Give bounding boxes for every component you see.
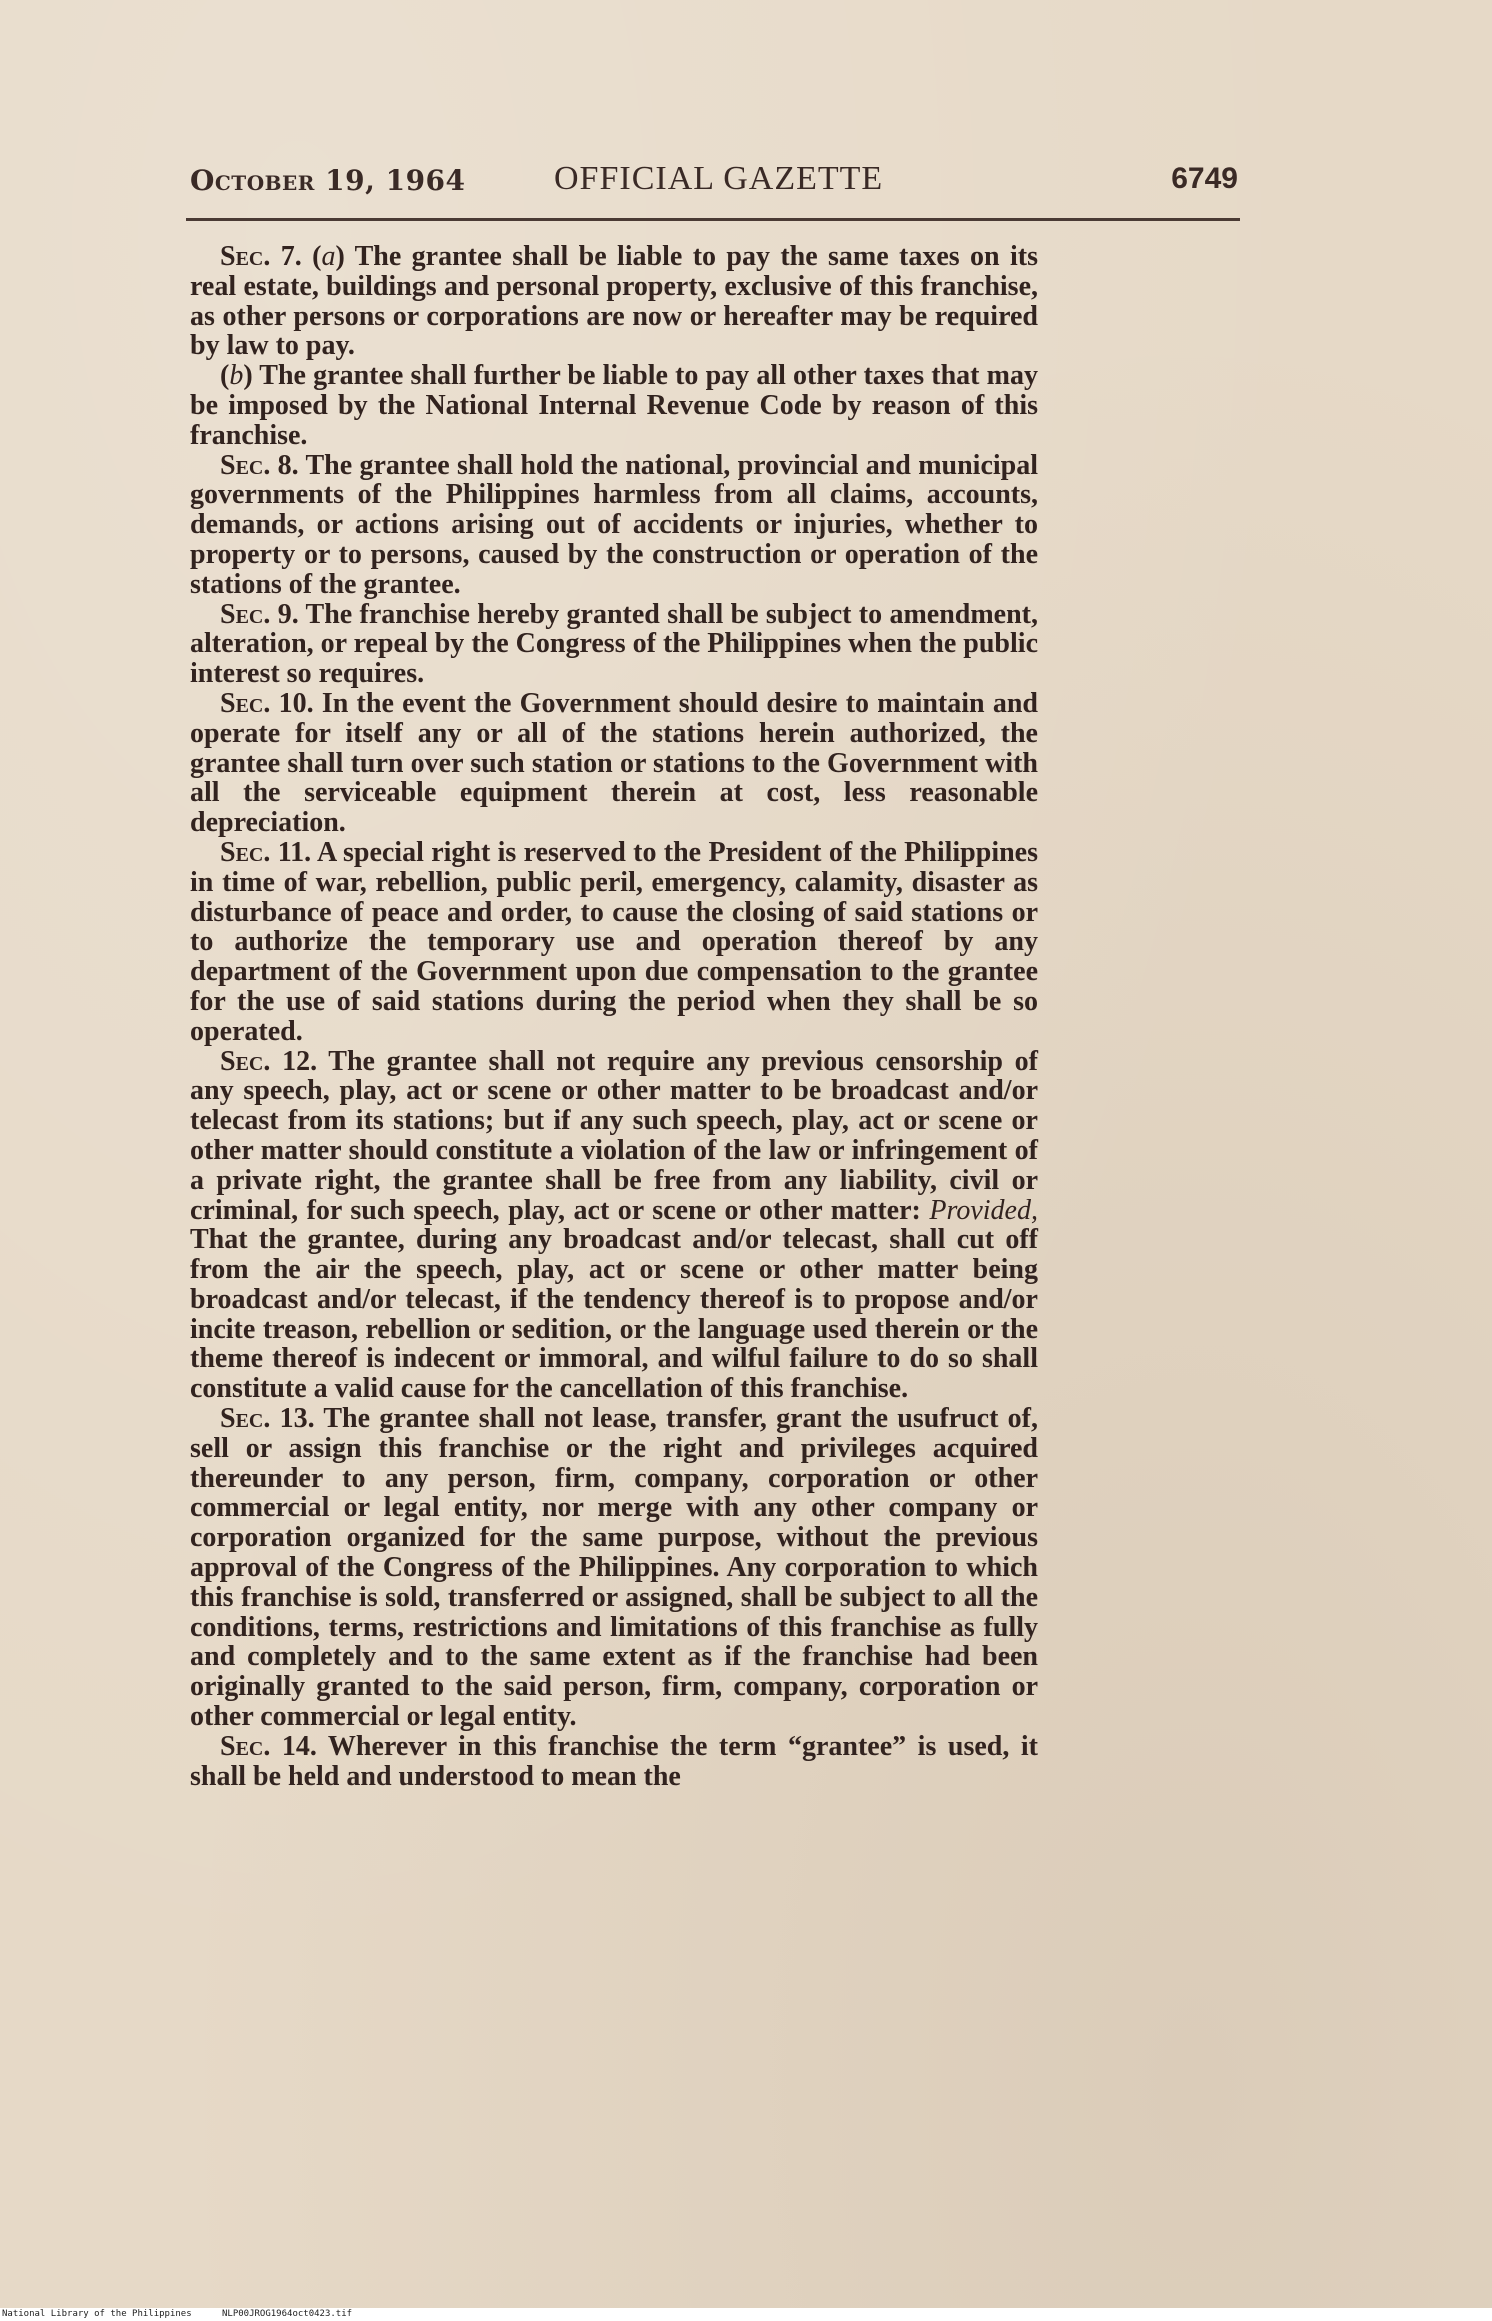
section-label: Sec. xyxy=(220,241,271,272)
section-label: Sec. xyxy=(220,687,271,719)
section-label: Sec. xyxy=(220,1045,271,1077)
section-9: Sec. 9. The franchise hereby granted shall be subject to amendment, alteration, or repeal by the Congress of the Philippines when the public interest so requires. xyxy=(190,598,1038,690)
section-label: Sec. xyxy=(220,1403,271,1435)
section-10: Sec. 10. In the event the Government should desire to maintain and operate for itself any or all of the stations herein authorized, the grantee shall turn over such station or stations to the Government with all the serviceable equipment therein at cost, less reasonable depreciation. xyxy=(190,687,1038,839)
proviso-word: Provided, xyxy=(929,1194,1038,1226)
section-14: Sec. 14. Wherever in this franchise the term “grantee” is used, it shall be held and understood to mean the xyxy=(190,1730,1038,1792)
header-rule xyxy=(186,218,1240,221)
section-7a: Sec. 7. (a) The grantee shall be liable to pay the same taxes on its real estate, buildings and personal property, exclusive of this franchise, as other persons or corporations are now or hereafter may be required by law to pay. xyxy=(190,241,1038,362)
section-11: Sec. 11. A special right is reserved to the President of the Philippines in time of war, rebellion, public peril, emergency, calamity, disaster as disturbance of peace and order, to cause the closing of said stations or to authorize the temporary use and operation thereof by any department of the Government upon due compensation to the grantee for the use of said stations during the period when they shall be so operated. xyxy=(190,836,1038,1047)
scan-footer xyxy=(0,2308,1492,2321)
header-date: October 19, 1964 xyxy=(190,164,466,197)
section-label: Sec. xyxy=(220,449,271,481)
footer-filename: NLP00JROG1964oct0423.tif xyxy=(222,2309,353,2319)
clause-marker: b xyxy=(229,360,244,392)
page-header xyxy=(190,160,1238,204)
section-12: Sec. 12. The grantee shall not require any previous censorship of any speech, play, act or scene or other matter to be broadcast and/or telecast from its stations; but if any such speech, play, act or scene or other matter should constitute a violation of the law or infringement of a private right, the grantee shall be free from any liability, civil or criminal, for such speech, play, act or scene or other matter: Provided, That the grantee, during any broadcast and/or telecast, shall cut off from the air the speech, play, act or scene or other matter being broadcast and/or telecast, if the tendency thereof is to propose and/or incite treason, rebellion or sedition, or the language used therein or the theme thereof is indecent or immoral, and wilful failure to do so shall constitute a valid cause for the cancellation of this franchise. xyxy=(190,1045,1038,1405)
section-label: Sec. xyxy=(220,598,271,630)
section-8: Sec. 8. The grantee shall hold the national, provincial and municipal governments of the Philippines harmless from all claims, accounts, demands, or actions arising out of accidents or injuries, whether to property or to persons, caused by the construction or operation of the stations of the grantee. xyxy=(190,449,1038,600)
header-page-number: 6749 xyxy=(1171,162,1238,195)
header-publication-title: OFFICIAL GAZETTE xyxy=(554,160,884,197)
clause-marker: a xyxy=(321,241,336,272)
section-label: Sec. xyxy=(220,836,271,868)
section-7b: (b) The grantee shall further be liable to pay all other taxes that may be imposed by the National Internal Revenue Code by reason of this franchise. xyxy=(190,360,1038,451)
section-13: Sec. 13. The grantee shall not lease, transfer, grant the usufruct of, sell or assign this franchise or the right and privileges acquired thereunder to any person, firm, company, corporation or other commercial or legal entity, nor merge with any other company or corporation organized for the same purpose, without the previous approval of the Congress of the Philippines. Any corporation to which this franchise is sold, transferred or assigned, shall be subject to all the conditions, terms, restrictions and limitations of this franchise as fully and completely and to the same extent as if the franchise had been originally granted to the said person, firm, company, corporation or other commercial or legal entity. xyxy=(190,1403,1038,1733)
section-label: Sec. xyxy=(220,1730,271,1762)
document-body xyxy=(190,242,1038,1791)
footer-library-name: National Library of the Philippines xyxy=(2,2309,192,2319)
